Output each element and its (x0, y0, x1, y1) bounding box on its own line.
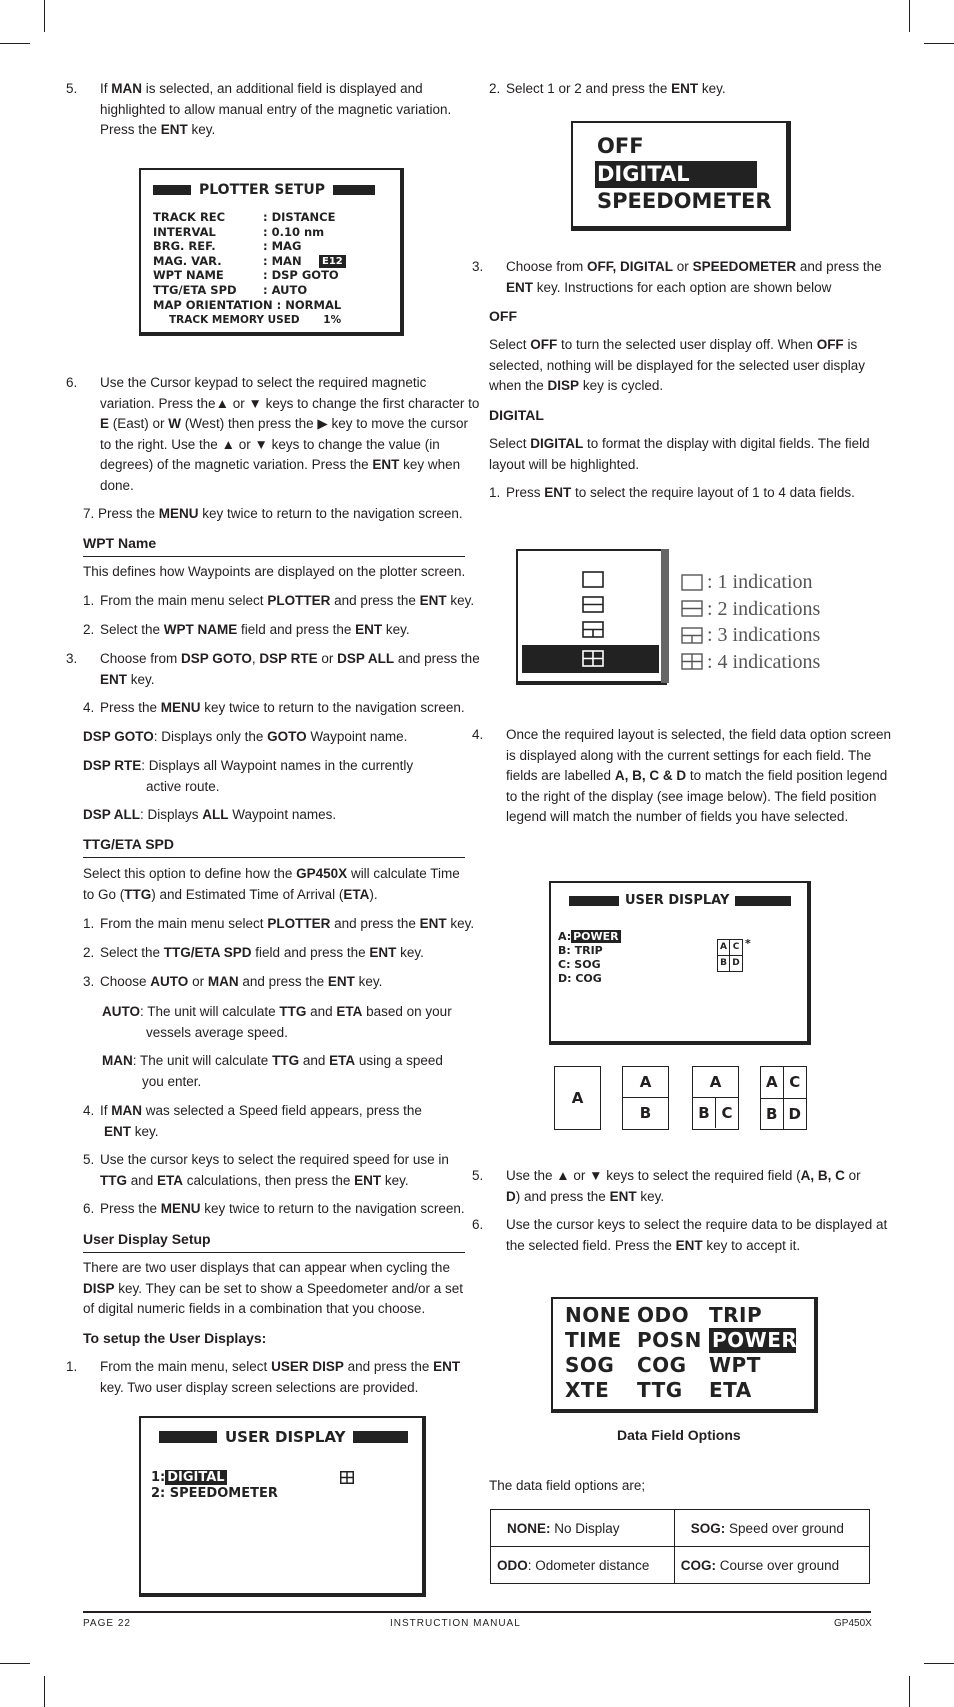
down-arrow-icon: ▼ (254, 436, 268, 452)
right-step-3: 3. Choose from OFF, DIGITAL or SPEEDOMETER and press the ENT key. Instructions for each option are shown below (472, 259, 882, 295)
screen-title: PLOTTER SETUP (199, 182, 326, 198)
crop-mark (909, 1676, 910, 1707)
layout-selection-figure (516, 549, 850, 684)
menu-option-off: OFF (597, 134, 644, 158)
display-mode-screen (571, 121, 791, 231)
plotter-setting-row (153, 210, 339, 225)
indication-row (681, 569, 820, 596)
up-arrow-icon: ▲ (215, 395, 229, 411)
two-field-icon (681, 600, 703, 617)
one-field-icon (681, 574, 703, 591)
wpt-intro: This defines how Waypoints are displayed on the plotter screen. (83, 564, 466, 579)
list-item: 2. Select the WPT NAME field and press the ENT key. (83, 622, 410, 637)
data-option-row (565, 1303, 799, 1328)
footer-model: GP450X (834, 1618, 872, 1629)
legend-box-two: A B (622, 1066, 669, 1130)
user-display-setup-heading: User Display Setup (83, 1231, 211, 1247)
user-display-screen-1 (139, 1416, 426, 1597)
setting-value: : AUTO (263, 282, 308, 297)
setting-value: : DISTANCE (263, 210, 336, 224)
three-field-icon (681, 627, 703, 644)
footer-title: INSTRUCTION MANUAL (390, 1618, 521, 1629)
digital-heading: DIGITAL (489, 407, 544, 423)
field-d: D: COG (558, 972, 602, 985)
plotter-setup-screen (139, 168, 404, 336)
table-cell: ODO: Odometer distance (491, 1547, 675, 1584)
data-option: POWER (709, 1328, 796, 1353)
field-position-legend: A C B D (717, 939, 743, 972)
crop-mark (924, 1663, 954, 1664)
indication-label: : 1 indication (707, 571, 813, 593)
layout-screen (516, 549, 667, 685)
user-display-intro: There are two user displays that can appear when cycling the DISP key. They can be set to show a Speedometer and/or a set of digital numeric fields in a combination that you choose. (83, 1260, 463, 1316)
plotter-setting-row (153, 268, 339, 283)
four-field-icon (582, 650, 604, 667)
user-display-screen-2 (549, 881, 811, 1045)
table-cell: SOG: Speed over ground (674, 1510, 869, 1547)
four-field-icon (681, 653, 703, 670)
one-field-icon (582, 571, 604, 588)
list-item: 6. Press the MENU key twice to return to the navigation screen. (83, 1201, 465, 1216)
field-b: B: TRIP (558, 944, 603, 957)
legend-marker: * (745, 937, 751, 950)
dsp-rte-definition: DSP RTE: Displays all Waypoint names in the currently active route. (83, 758, 414, 794)
three-field-icon (582, 621, 604, 638)
list-item: 1. From the main menu select PLOTTER and press the ENT key. (83, 916, 475, 931)
list-item: 3. Choose AUTO or MAN and press the ENT key. (83, 974, 383, 989)
menu-option-speedometer: SPEEDOMETER (597, 189, 772, 213)
option-digital: DIGITAL (167, 1470, 225, 1485)
digital-step-6: 6. Use the cursor keys to select the require data to be displayed at the selected field. Press the ENT key to accept it. (472, 1217, 888, 1253)
data-option: COG (637, 1353, 687, 1377)
plotter-setting-row (153, 239, 339, 254)
indication-label: : 4 indications (707, 650, 821, 673)
setting-value: : MAN (263, 253, 302, 268)
option-1-number: 1: (151, 1470, 166, 1485)
setting-label: INTERVAL (153, 224, 216, 239)
legend-box-one: A (554, 1066, 601, 1130)
setting-value: : 0.10 nm (263, 224, 325, 239)
data-field-options-screen (551, 1297, 818, 1413)
man-definition: MAN: The unit will calculate TTG and ETA using a speed you enter. (102, 1053, 443, 1089)
ttg-intro: Select this option to define how the GP450X will calculate Time to Go (TTG) and Estimated Time of Arrival (ETA). (83, 866, 460, 902)
footer-rule (83, 1611, 871, 1613)
plotter-setting-row (153, 283, 339, 298)
field-a-value: POWER (573, 930, 619, 943)
data-option-row (565, 1328, 799, 1353)
crop-mark (44, 1676, 45, 1707)
data-option: ODO (637, 1303, 690, 1327)
setup-user-displays-heading: To setup the User Displays: (83, 1330, 267, 1346)
mag-var-badge: E12 (319, 255, 346, 268)
indication-row (681, 622, 820, 649)
list-item: 3. Choose from DSP GOTO, DSP RTE or DSP ALL and press the ENT key. (66, 651, 480, 687)
setting-value: : DSP GOTO (263, 268, 339, 283)
data-field-options-table (490, 1509, 870, 1584)
track-memory-percent: 1% (323, 314, 342, 326)
setting-label: TTG/ETA SPD (153, 282, 237, 297)
indication-row (681, 596, 820, 623)
table-cell: COG: Course over ground (674, 1547, 869, 1584)
heading-rule (83, 556, 465, 557)
down-arrow-icon: ▼ (589, 1168, 603, 1183)
indication-label: : 2 indications (707, 597, 821, 620)
page-number: PAGE 22 (83, 1618, 131, 1629)
setting-label: TRACK REC (153, 210, 226, 224)
up-arrow-icon: ▲ (556, 1168, 570, 1183)
crop-mark (0, 43, 30, 44)
right-step-2: 2. Select 1 or 2 and press the ENT key. (489, 81, 726, 96)
field-c: C: SOG (558, 958, 601, 971)
four-field-icon (340, 1471, 354, 1484)
heading-rule (83, 857, 465, 858)
data-option: NONE (565, 1303, 632, 1327)
indication-row (681, 649, 820, 676)
indication-label: : 3 indications (707, 624, 821, 646)
data-option: ETA (709, 1378, 752, 1402)
setting-label: WPT NAME (153, 268, 224, 283)
data-option: TRIP (709, 1303, 763, 1327)
digital-step-5: 5. Use the ▲ or ▼ keys to select the required field (A, B, C or D) and press the ENT key. (472, 1168, 861, 1204)
table-row (491, 1547, 870, 1584)
data-option-row (565, 1378, 799, 1403)
screen-title: USER DISPLAY (625, 893, 730, 908)
legend-box-three: A B C (692, 1066, 739, 1130)
down-arrow-icon: ▼ (248, 395, 262, 411)
wpt-name-heading: WPT Name (83, 535, 157, 551)
ttg-eta-heading: TTG/ETA SPD (83, 836, 174, 852)
step-7-paragraph: 7. Press the MENU key twice to return to the navigation screen. (83, 506, 463, 521)
data-option: XTE (565, 1378, 610, 1402)
map-orientation: MAP ORIENTATION : NORMAL (153, 298, 342, 312)
two-field-icon (582, 596, 604, 613)
data-option: TTG (637, 1378, 683, 1402)
list-item: 1. From the main menu select PLOTTER and press the ENT key. (83, 593, 475, 608)
heading-rule (83, 1252, 465, 1253)
digital-description: Select DIGITAL to format the display with digital fields. The field layout will be highlighted. (489, 436, 870, 472)
step-5-paragraph: 5. If MAN is selected, an additional field is displayed and highlighted to allow manual entry of the magnetic variation. Press the ENT key. (66, 81, 452, 137)
plotter-setting-row (153, 254, 339, 269)
off-heading: OFF (489, 308, 517, 324)
list-item: 4. Press the MENU key twice to return to the navigation screen. (83, 700, 465, 715)
data-option: SOG (565, 1353, 615, 1377)
track-memory-label: TRACK MEMORY USED (169, 314, 300, 326)
setting-label: BRG. REF. (153, 239, 216, 254)
menu-option-digital: DIGITAL (595, 161, 757, 188)
option-speedometer: 2: SPEEDOMETER (151, 1486, 278, 1501)
right-arrow-icon: ▶ (317, 416, 328, 431)
step-6-paragraph: 6. Use the Cursor keypad to select the required magnetic variation. Press the▲ or ▼ keys to change the first character to E (East) or W (West) then press the ▶ key to move the cursor to the right. Use the ▲ or ▼ keys to change the value (in degrees) of the magnetic variation. Press the ENT key when done. (66, 375, 480, 493)
crop-mark (44, 0, 45, 32)
digital-step-1: 1. Press ENT to select the require layout of 1 to 4 data fields. (489, 485, 855, 500)
list-item: 2. Select the TTG/ETA SPD field and press the ENT key. (83, 945, 424, 960)
off-description: Select OFF to turn the selected user display off. When OFF is selected, nothing will be displayed for the selected user display when the DISP key is cycled. (489, 337, 865, 393)
dsp-all-definition: DSP ALL: Displays ALL Waypoint names. (83, 807, 337, 822)
up-arrow-icon: ▲ (221, 436, 235, 452)
crop-mark (924, 43, 954, 44)
figure-caption: Data Field Options (617, 1427, 741, 1443)
setting-value: : MAG (263, 239, 302, 254)
digital-step-4: 4. Once the required layout is selected, the field data option screen is displayed along with the current settings for each field. The fields are labelled A, B, C & D to match the field position legend to the right of the display (see image below). The field position legend will match the number of fields you have selected. (472, 727, 891, 824)
auto-definition: AUTO: The unit will calculate TTG and ETA based on your vessels average speed. (102, 1004, 452, 1040)
dsp-goto-definition: DSP GOTO: Displays only the GOTO Waypoint name. (83, 729, 408, 744)
setting-label: MAG. VAR. (153, 253, 222, 268)
crop-mark (909, 0, 910, 32)
table-cell: NONE: No Display (491, 1510, 675, 1547)
data-option: POSN (637, 1328, 702, 1352)
options-intro: The data field options are; (489, 1478, 646, 1493)
list-item: 4. If MAN was selected a Speed field appears, press the ENT key. (83, 1103, 422, 1139)
data-option: TIME (565, 1328, 622, 1352)
crop-mark (0, 1663, 30, 1664)
setup-step-1: 1. From the main menu, select USER DISP and press the ENT key. Two user display screen selections are provided. (66, 1359, 461, 1395)
data-option: WPT (709, 1353, 761, 1377)
plotter-setting-row (153, 225, 339, 240)
list-item: 5. Use the cursor keys to select the required speed for use in TTG and ETA calculations, then press the ENT key. (83, 1152, 449, 1188)
legend-box-four: A C B D (760, 1066, 807, 1130)
screen-title: USER DISPLAY (225, 1428, 346, 1446)
field-a-label: A: (558, 930, 572, 943)
data-option-row (565, 1353, 799, 1378)
table-row (491, 1510, 870, 1547)
